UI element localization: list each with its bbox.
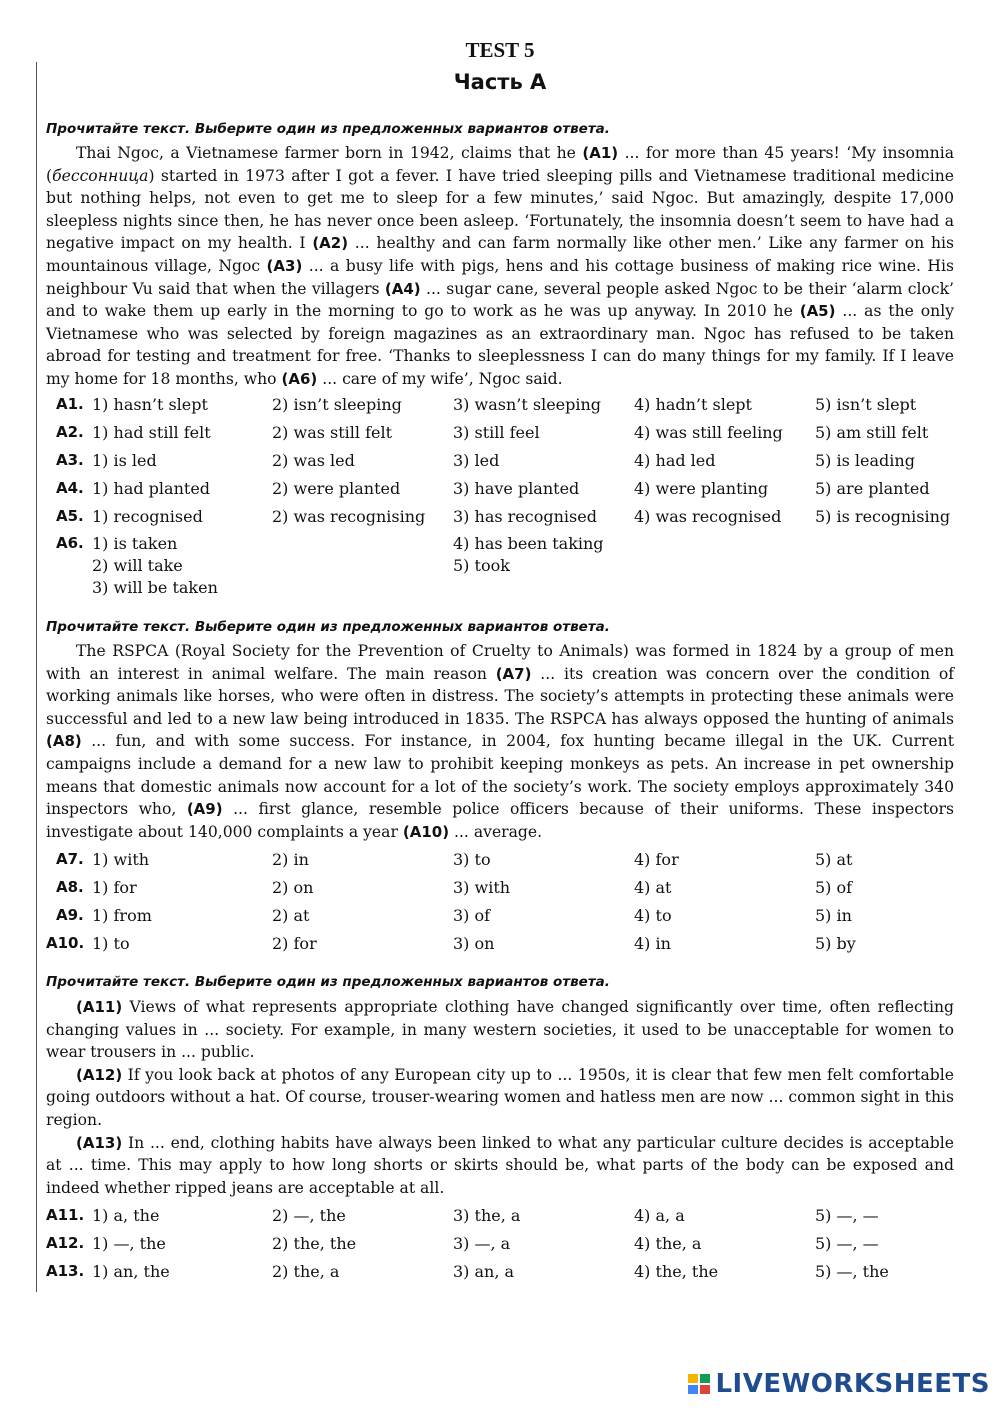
answer-option[interactable]: 1) with (92, 850, 150, 869)
answer-option[interactable]: 4) the, a (634, 1234, 702, 1253)
question-label: A11. (46, 1206, 85, 1224)
passage-text: ... care of my wife’, Ngoc said. (317, 369, 563, 388)
answer-option[interactable]: 4) for (634, 850, 679, 869)
passage-paragraph (46, 142, 954, 391)
passage-text: The RSPCA (Royal Society for the Prevention of Cruelty to Animals) was formed in 1824 by a group of men with an interest in animal welfare. The main reason (46, 642, 954, 683)
reading-passage (46, 640, 954, 843)
answer-option[interactable]: 5) of (815, 878, 853, 897)
passage-paragraph (46, 640, 954, 843)
answer-option[interactable]: 2) the, the (272, 1234, 357, 1253)
answer-option[interactable]: 5) is leading (815, 451, 915, 470)
gap-marker: (A4) (384, 279, 421, 298)
answer-option[interactable]: 3) still feel (453, 423, 540, 442)
gap-marker: (A2) (312, 234, 349, 253)
answer-option[interactable]: 5) —, — (815, 1234, 879, 1253)
question-label: A4. (56, 479, 84, 497)
passage-paragraph (46, 1132, 954, 1200)
passage-paragraph (46, 996, 954, 1064)
answer-option[interactable]: 3) —, a (453, 1234, 511, 1253)
answer-row (0, 1234, 1000, 1260)
answer-option[interactable]: 2) at (272, 906, 310, 925)
answer-option[interactable]: 1) is taken (92, 534, 178, 553)
answer-row (0, 1206, 1000, 1232)
answer-option[interactable]: 5) am still felt (815, 423, 929, 442)
answer-option[interactable]: 2) was still felt (272, 423, 393, 442)
passage-text: ... its creation was concern over the condition of working animals like horses, who were often in distress. The society’s attempts in protecting these animals were successful and led to a new law being introduced in 1835. The RSPCA has always opposed the hunting of animals (46, 664, 954, 728)
answer-option[interactable]: 4) in (634, 934, 671, 953)
answer-option[interactable]: 3) has recognised (453, 507, 597, 526)
answer-option[interactable]: 4) the, the (634, 1262, 719, 1281)
answer-option[interactable]: 4) at (634, 878, 672, 897)
answer-option[interactable]: 5) took (453, 556, 510, 575)
answer-row (0, 934, 1000, 960)
answer-option[interactable]: 1) had still felt (92, 423, 211, 442)
passage-paragraph (46, 1064, 954, 1132)
answer-option[interactable]: 4) has been taking (453, 534, 604, 553)
passage-text: ... healthy and can farm normally like other men.’ Like any farmer on his mountainous village, Ngoc (46, 234, 954, 275)
passage-text: Views of what represents appropriate clothing have changed significantly over time, often reflecting changing values in ... society. For example, in many western societies, it used to be unacceptable for women to wear trousers in ... public. (46, 998, 954, 1062)
margin-line (36, 62, 37, 1292)
answer-option[interactable]: 5) —, the (815, 1262, 889, 1281)
answer-option[interactable]: 4) hadn’t slept (634, 395, 752, 414)
section-instruction: Прочитайте текст. Выберите один из предложенных вариантов ответа. (46, 974, 610, 990)
answer-option[interactable]: 4) had led (634, 451, 716, 470)
gap-marker: (A9) (186, 800, 223, 819)
answer-row (0, 1262, 1000, 1288)
answer-option[interactable]: 5) at (815, 850, 853, 869)
section-instruction: Прочитайте текст. Выберите один из предложенных вариантов ответа. (46, 619, 610, 635)
answer-row (0, 395, 1000, 421)
answer-option[interactable]: 4) was still feeling (634, 423, 783, 442)
answer-option[interactable]: 1) for (92, 878, 137, 897)
gap-marker: (A11) (76, 998, 123, 1016)
gap-marker: (A6) (281, 369, 318, 388)
passage-text: ... for more than 45 years! ‘My insomnia ( (46, 144, 954, 185)
answer-option[interactable]: 1) a, the (92, 1206, 160, 1225)
answer-option[interactable]: 3) with (453, 878, 511, 897)
answer-option[interactable]: 1) recognised (92, 507, 203, 526)
answer-row (0, 507, 1000, 533)
passage-text: ... average. (449, 822, 543, 841)
answer-option[interactable]: 4) a, a (634, 1206, 685, 1225)
answer-option[interactable]: 1) an, the (92, 1262, 170, 1281)
answer-option[interactable]: 3) the, a (453, 1206, 521, 1225)
gap-marker: (A7) (495, 664, 532, 683)
answer-option[interactable]: 2) the, a (272, 1262, 340, 1281)
answer-option[interactable]: 2) —, the (272, 1206, 346, 1225)
answer-option[interactable]: 4) was recognised (634, 507, 782, 526)
answer-option[interactable]: 4) to (634, 906, 672, 925)
answer-row (0, 479, 1000, 505)
part-title: Часть А (453, 70, 547, 94)
answer-option[interactable]: 3) wasn’t sleeping (453, 395, 602, 414)
passage-text: ... a busy life with pigs, hens and his cottage business of making rice wine. His neighbour Vu said that when the villagers (46, 256, 954, 298)
answer-row (0, 906, 1000, 932)
answer-option[interactable]: 2) isn’t sleeping (272, 395, 402, 414)
answer-option[interactable]: 2) was led (272, 451, 355, 470)
question-label: A8. (56, 878, 84, 896)
answer-option[interactable]: 5) —, — (815, 1206, 879, 1225)
answer-option[interactable]: 5) by (815, 934, 856, 953)
answer-option[interactable]: 1) had planted (92, 479, 211, 498)
answer-row (0, 878, 1000, 904)
liveworksheets-logo-icon (687, 1372, 711, 1396)
question-label: A9. (56, 906, 84, 924)
answer-option[interactable]: 3) will be taken (92, 578, 218, 597)
answer-option[interactable]: 1) to (92, 934, 130, 953)
test-title: TEST 5 (465, 38, 535, 62)
answer-option[interactable]: 2) were planted (272, 479, 401, 498)
answer-option[interactable]: 2) on (272, 878, 314, 897)
question-label: A6. (56, 534, 84, 552)
answer-option[interactable]: 3) on (453, 934, 495, 953)
gap-marker: (A13) (76, 1133, 123, 1152)
passage-text: ) started in 1973 after I got a fever. I have tried sleeping pills and Vietnamese traditional medicine but nothing helps, not even to get me to sleep for a few minutes,’ said Ngoc. But amazingly, despite 17,000 sleepless nights since then, he has never once been asleep. ‘Fortunately, the insomnia doesn’t seem to have had a negative impact on my health. I (46, 166, 954, 253)
answer-option[interactable]: 1) is led (92, 451, 157, 470)
question-label: A10. (46, 934, 85, 952)
question-label: A13. (46, 1262, 85, 1280)
answer-option[interactable]: 2) was recognising (272, 507, 426, 526)
question-label: A1. (56, 395, 84, 413)
gap-marker: (A12) (76, 1065, 123, 1084)
answer-option[interactable]: 1) hasn’t slept (92, 395, 208, 414)
passage-text: Thai Ngoc, a Vietnamese farmer born in 1942, claims that he (76, 144, 583, 162)
answer-option[interactable]: 3) of (453, 906, 491, 925)
passage-text: If you look back at photos of any European city up to ... 1950s, it is clear that few men felt comfortable going outdoors without a hat. Of course, trouser-wearing women and hatless men are now ... common sight in this region. (46, 1065, 954, 1129)
gap-marker: (A3) (266, 256, 303, 275)
question-label: A12. (46, 1234, 85, 1252)
answer-option[interactable]: 5) are planted (815, 479, 930, 498)
gap-marker: (A5) (799, 302, 836, 321)
passage-text: ... sugar cane, several people asked Ngoc to be their ‘alarm clock’ and to wake them up early in the morning to go to work as he was up anyway. In 2010 he (46, 279, 955, 321)
passage-text: In ... end, clothing habits have always been linked to what any particular culture decides is acceptable at ... time. This may apply to how long shorts or skirts should be, what parts of the body can be exposed and indeed whether ripped jeans are acceptable at all. (46, 1133, 954, 1197)
answer-option[interactable]: 2) will take (92, 556, 183, 575)
gap-marker: (A8) (46, 732, 82, 751)
passage-text: бессонница (52, 166, 149, 185)
answer-option[interactable]: 4) were planting (634, 479, 769, 498)
answer-option[interactable]: 5) is recognising (815, 507, 951, 526)
passage-text: ... fun, and with some success. For instance, in 2004, fox hunting became illegal in the UK. Current campaigns include a demand for a new law to prohibit keeping monkeys as pets. An increase in pet ownership means that domestic animals now account for a lot of the society’s work. The society employs approximately 340 inspectors who, (46, 732, 954, 819)
brand-name: LIVEWORKSHEETS (715, 1369, 990, 1399)
gap-marker: (A10) (402, 822, 450, 841)
question-label: A7. (56, 850, 84, 868)
answer-option[interactable]: 2) in (272, 850, 309, 869)
answer-option[interactable]: 3) an, a (453, 1262, 515, 1281)
reading-passage (46, 996, 954, 1199)
question-label: A3. (56, 451, 84, 469)
reading-passage (46, 142, 954, 391)
answer-option[interactable]: 3) have planted (453, 479, 580, 498)
answer-row (0, 423, 1000, 449)
answer-option[interactable]: 5) in (815, 906, 852, 925)
passage-text: ... as the only Vietnamese who was selected by foreign magazines as an extraordinary man. Ngoc has refused to be taken abroad for testing and treatment for free. ‘Thanks to sleeplessness I can do many things for my family. If I leave my home for 18 months, who (46, 302, 955, 388)
section-instruction: Прочитайте текст. Выберите один из предложенных вариантов ответа. (46, 121, 610, 137)
answer-option[interactable]: 3) to (453, 850, 491, 869)
answer-row (0, 451, 1000, 477)
answer-option[interactable]: 5) isn’t slept (815, 395, 917, 414)
brand-logo (687, 1367, 990, 1401)
answer-option[interactable]: 2) for (272, 934, 317, 953)
answer-option[interactable]: 1) —, the (92, 1234, 166, 1253)
answer-option[interactable]: 1) from (92, 906, 152, 925)
answer-option[interactable]: 3) led (453, 451, 500, 470)
answer-row (0, 850, 1000, 876)
question-label: A2. (56, 423, 84, 441)
gap-marker: (A1) (582, 144, 619, 162)
question-label: A5. (56, 507, 84, 525)
passage-text: ... first glance, resemble police officers because of their uniforms. These inspectors investigate about 140,000 complaints a year (46, 800, 954, 841)
